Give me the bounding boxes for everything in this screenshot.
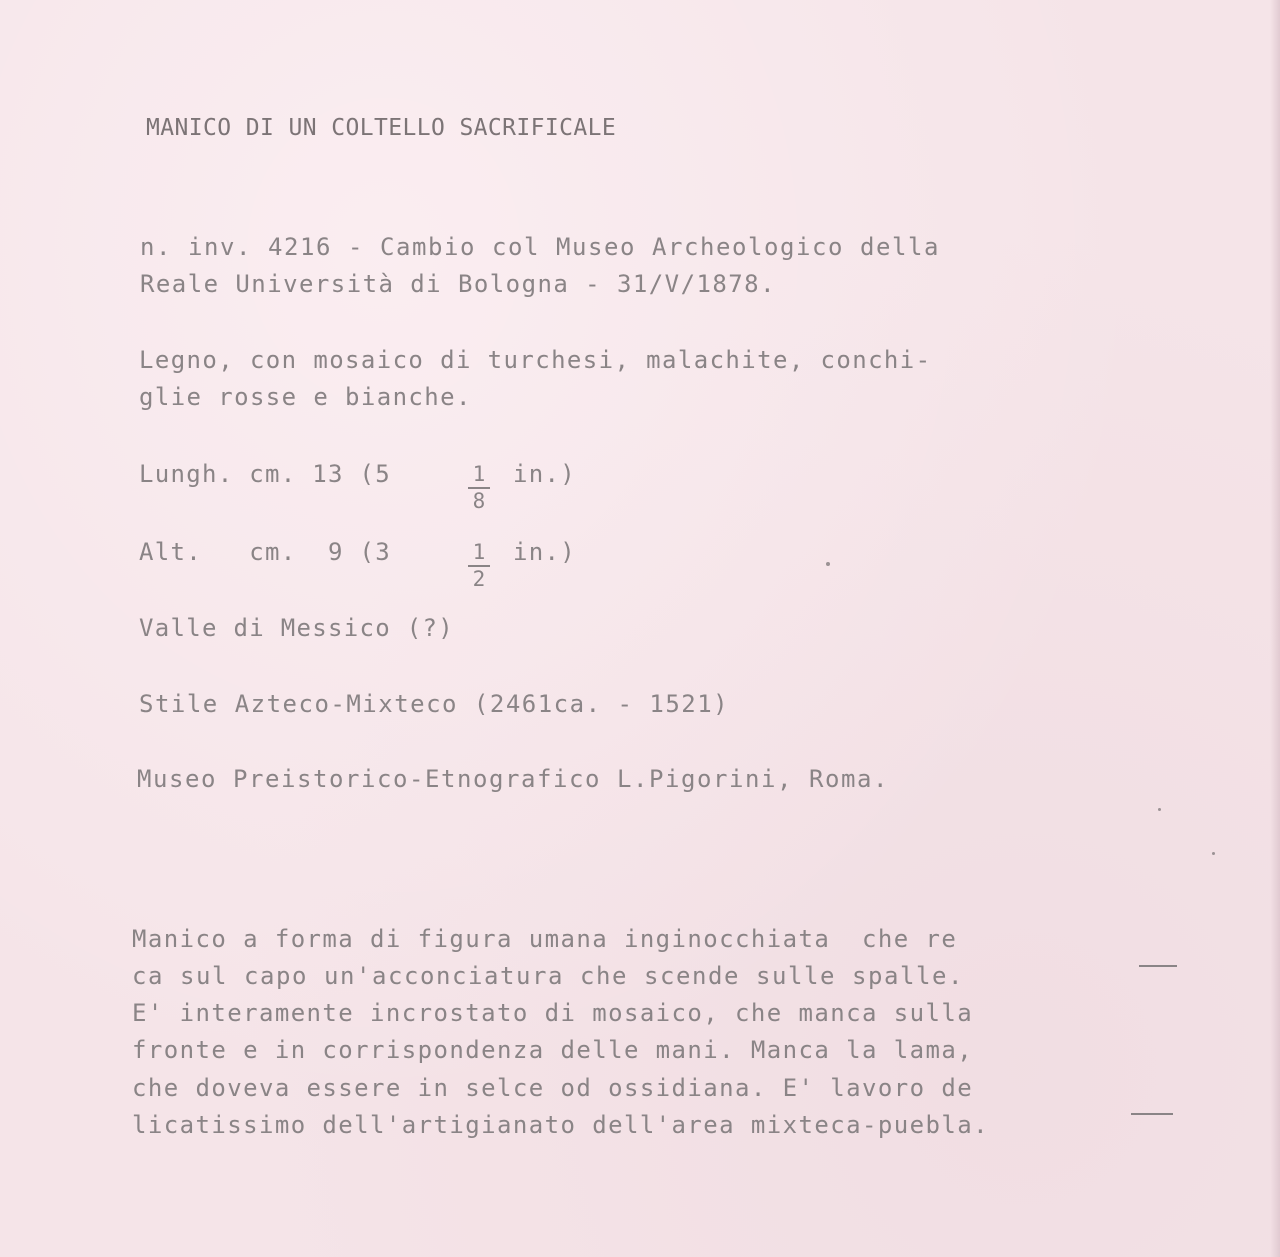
- page-edge-shadow: [1270, 0, 1280, 1257]
- underline-mark-re: [1139, 965, 1177, 967]
- description-line-1: Manico a forma di figura umana inginocchiata che re: [132, 925, 958, 953]
- paper-speck: [826, 562, 830, 566]
- length-fraction-denominator: 8: [472, 489, 486, 513]
- provenance: Valle di Messico (?): [139, 614, 454, 642]
- height-fraction: [468, 540, 490, 591]
- length-fraction-numerator: 1: [468, 462, 490, 489]
- height-fraction-denominator: 2: [472, 567, 486, 591]
- style-period: Stile Azteco-Mixteco (2461ca. - 1521): [139, 690, 730, 718]
- height-label: Alt. cm. 9 (3: [139, 538, 391, 566]
- document-title: MANICO DI UN COLTELLO SACRIFICALE: [146, 115, 617, 141]
- description-line-6: licatissimo dell'artigianato dell'area mixteca-puebla.: [132, 1111, 989, 1139]
- length-fraction: [468, 462, 490, 513]
- inventory-line-1: n. inv. 4216 - Cambio col Museo Archeologico della: [140, 233, 940, 261]
- underline-mark-de: [1131, 1113, 1173, 1115]
- material-line-1: Legno, con mosaico di turchesi, malachite, conchi-: [139, 346, 932, 374]
- description-line-5: che doveva essere in selce od ossidiana. E' lavoro de: [132, 1074, 974, 1102]
- description-line-3: E' interamente incrostato di mosaico, che manca sulla: [132, 999, 974, 1027]
- description-line-4: fronte e in corrispondenza delle mani. Manca la lama,: [132, 1036, 974, 1064]
- museum-credit: Museo Preistorico-Etnografico L.Pigorini, Roma.: [137, 765, 889, 793]
- length-label: Lungh. cm. 13 (5: [139, 460, 391, 488]
- paper-speck: [1158, 808, 1161, 811]
- length-unit: in.): [513, 460, 576, 488]
- description-line-2: ca sul capo un'acconciatura che scende sulle spalle.: [132, 962, 964, 990]
- inventory-line-2: Reale Università di Bologna - 31/V/1878.: [140, 270, 776, 298]
- height-fraction-numerator: 1: [468, 540, 490, 567]
- paper-speck: [1212, 852, 1215, 855]
- height-unit: in.): [513, 538, 576, 566]
- material-line-2: glie rosse e bianche.: [139, 383, 472, 411]
